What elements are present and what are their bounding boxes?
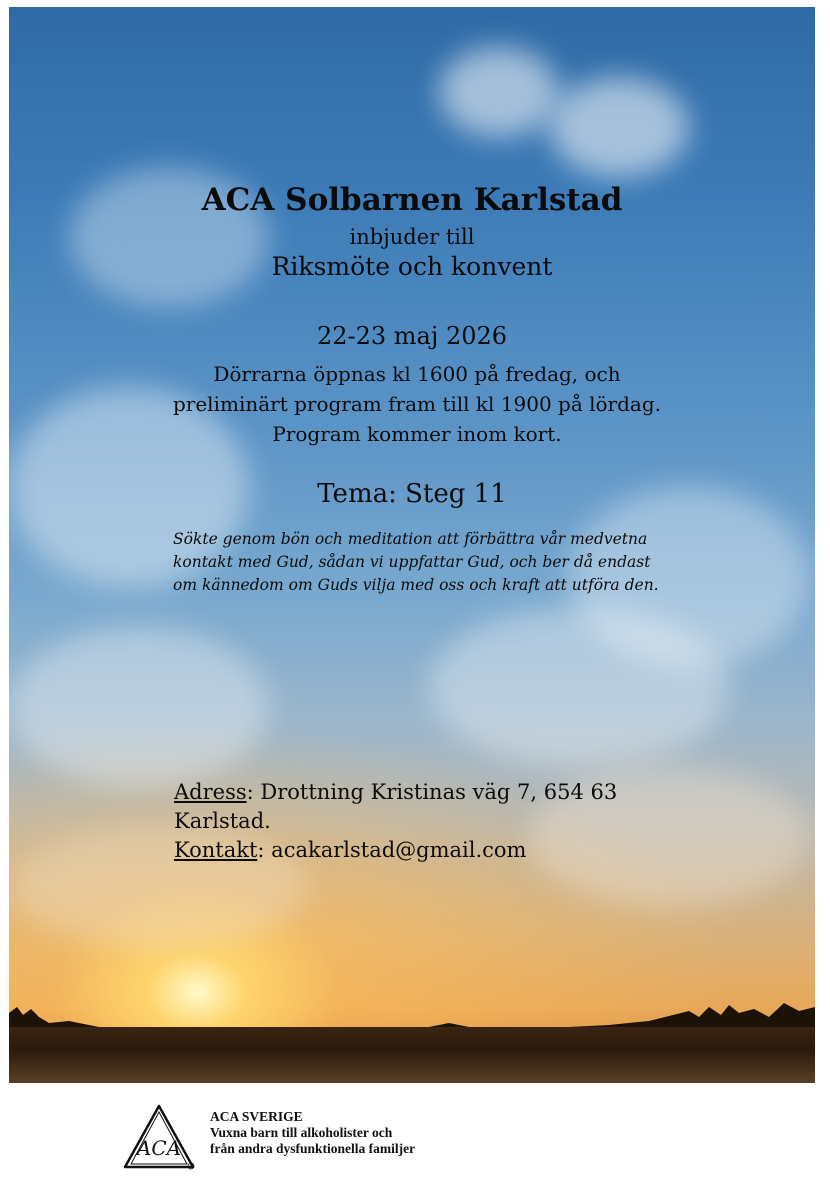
invites-text: inbjuder till xyxy=(349,225,475,249)
aca-logo-icon xyxy=(122,1103,196,1171)
address-value: : Drottning Kristinas väg 7, 654 63 Karlstad. xyxy=(174,780,618,833)
contact-email[interactable]: : acakarlstad@gmail.com xyxy=(257,838,527,862)
contact-label: Kontakt xyxy=(174,838,258,862)
event-theme: Tema: Steg 11 xyxy=(317,479,507,509)
step-11-quote: Sökte genom bön och meditation att förbättra vår medvetna kontakt med Gud, sådan vi uppfattar Gud, och ber då endast om kännedom om Guds vilja med oss och kraft att utföra den. xyxy=(173,530,659,594)
logo-text: ACA xyxy=(136,1136,182,1160)
event-info: Dörrarna öppnas kl 1600 på fredag, och preliminärt program fram till kl 1900 på lördag. Program kommer inom kort. xyxy=(172,362,662,446)
event-date: 22-23 maj 2026 xyxy=(316,322,508,350)
poster-background xyxy=(9,7,815,1083)
contact-block xyxy=(174,778,674,865)
footer xyxy=(0,1083,830,1178)
footer-line-1: Vuxna barn till alkoholister och xyxy=(210,1125,393,1140)
footer-org: ACA SVERIGE xyxy=(210,1109,303,1124)
footer-line-2: från andra dysfunktionella familjer xyxy=(210,1141,416,1156)
address-label: Adress xyxy=(174,780,247,804)
event-organizer-title: ACA Solbarnen Karlstad xyxy=(201,182,623,218)
event-name: Riksmöte och konvent xyxy=(271,252,553,281)
